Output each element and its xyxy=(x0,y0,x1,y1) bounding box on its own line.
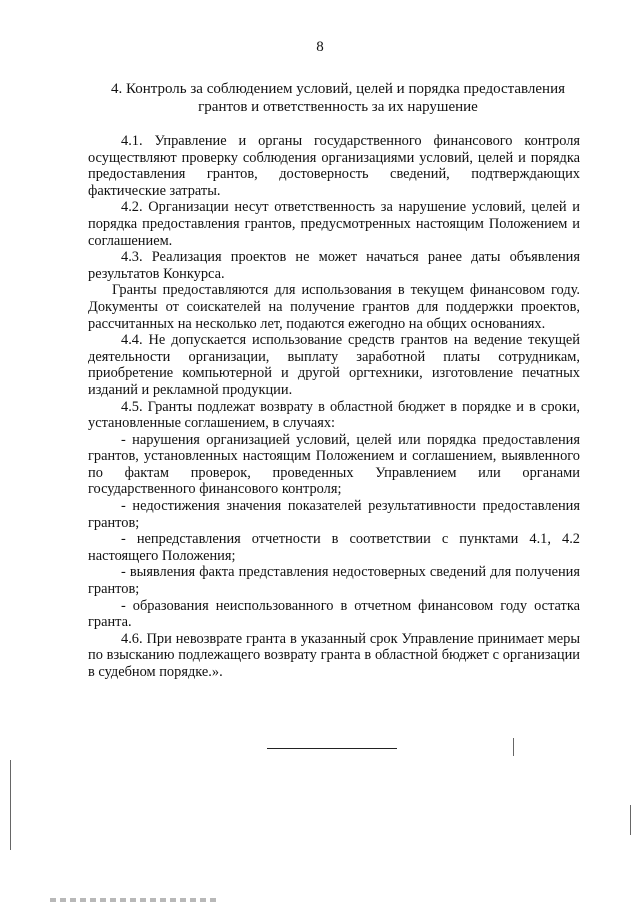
list-item-non-achievement: - недостижения значения показателей результативности предоставления грантов; xyxy=(88,498,580,531)
paragraph-4-1: 4.1. Управление и органы государственного финансового контроля осуществляют проверку соблюдения организациями условий, целей и порядка предоставления грантов, достоверность сведений, подтверждающих фактические затраты. xyxy=(88,133,580,199)
scan-edge-mark-right xyxy=(513,738,514,756)
paragraph-4-5: 4.5. Гранты подлежат возврату в областной бюджет в порядке и в сроки, установленные соглашением, в случаях: xyxy=(88,398,580,432)
scan-edge-mark-left xyxy=(10,760,11,850)
paragraph-4-2: 4.2. Организации несут ответственность за нарушение условий, целей и порядка предоставления грантов, предусмотренных настоящим Положением и соглашением. xyxy=(88,199,580,249)
end-separator-line xyxy=(267,748,397,749)
list-item-no-reporting: - непредставления отчетности в соответствии с пунктами 4.1, 4.2 настоящего Положения; xyxy=(88,531,580,564)
scan-bottom-artifact xyxy=(50,898,220,902)
paragraph-4-3: 4.3. Реализация проектов не может начаться ранее даты объявления результатов Конкурса. xyxy=(88,249,580,282)
section-title: 4. Контроль за соблюдением условий, целей и порядка предоставления грантов и ответственность за их нарушение xyxy=(110,81,566,115)
list-item-unused-balance: - образования неиспользованного в отчетном финансовом году остатка гранта. xyxy=(88,597,580,631)
scan-edge-mark-corner xyxy=(630,805,631,835)
page-number: 8 xyxy=(316,39,324,55)
list-item-violation: - нарушения организацией условий, целей или порядка предоставления грантов, установленных настоящим Положением и соглашением, выявленного по фактам проверок, проведенных Управлением или органами государственного финансового контроля; xyxy=(88,431,580,498)
list-item-false-info: - выявления факта представления недостоверных сведений для получения грантов; xyxy=(88,564,580,598)
document-body xyxy=(88,133,580,681)
paragraph-4-4: 4.4. Не допускается использование средств грантов на ведение текущей деятельности организации, выплату заработной платы сотрудникам, приобретение компьютерной и другой оргтехники, изготовление печатных изданий и рекламной продукции. xyxy=(88,332,580,398)
paragraph-4-6: 4.6. При невозврате гранта в указанный срок Управление принимает меры по взысканию подлежащего возврату гранта в областной бюджет с организации в судебном порядке.». xyxy=(88,630,580,680)
paragraph-grants-usage: Гранты предоставляются для использования в текущем финансовом году. Документы от соискателей на получение грантов для поддержки проектов, рассчитанных на несколько лет, подаются ежегодно на общих основаниях. xyxy=(88,282,580,332)
